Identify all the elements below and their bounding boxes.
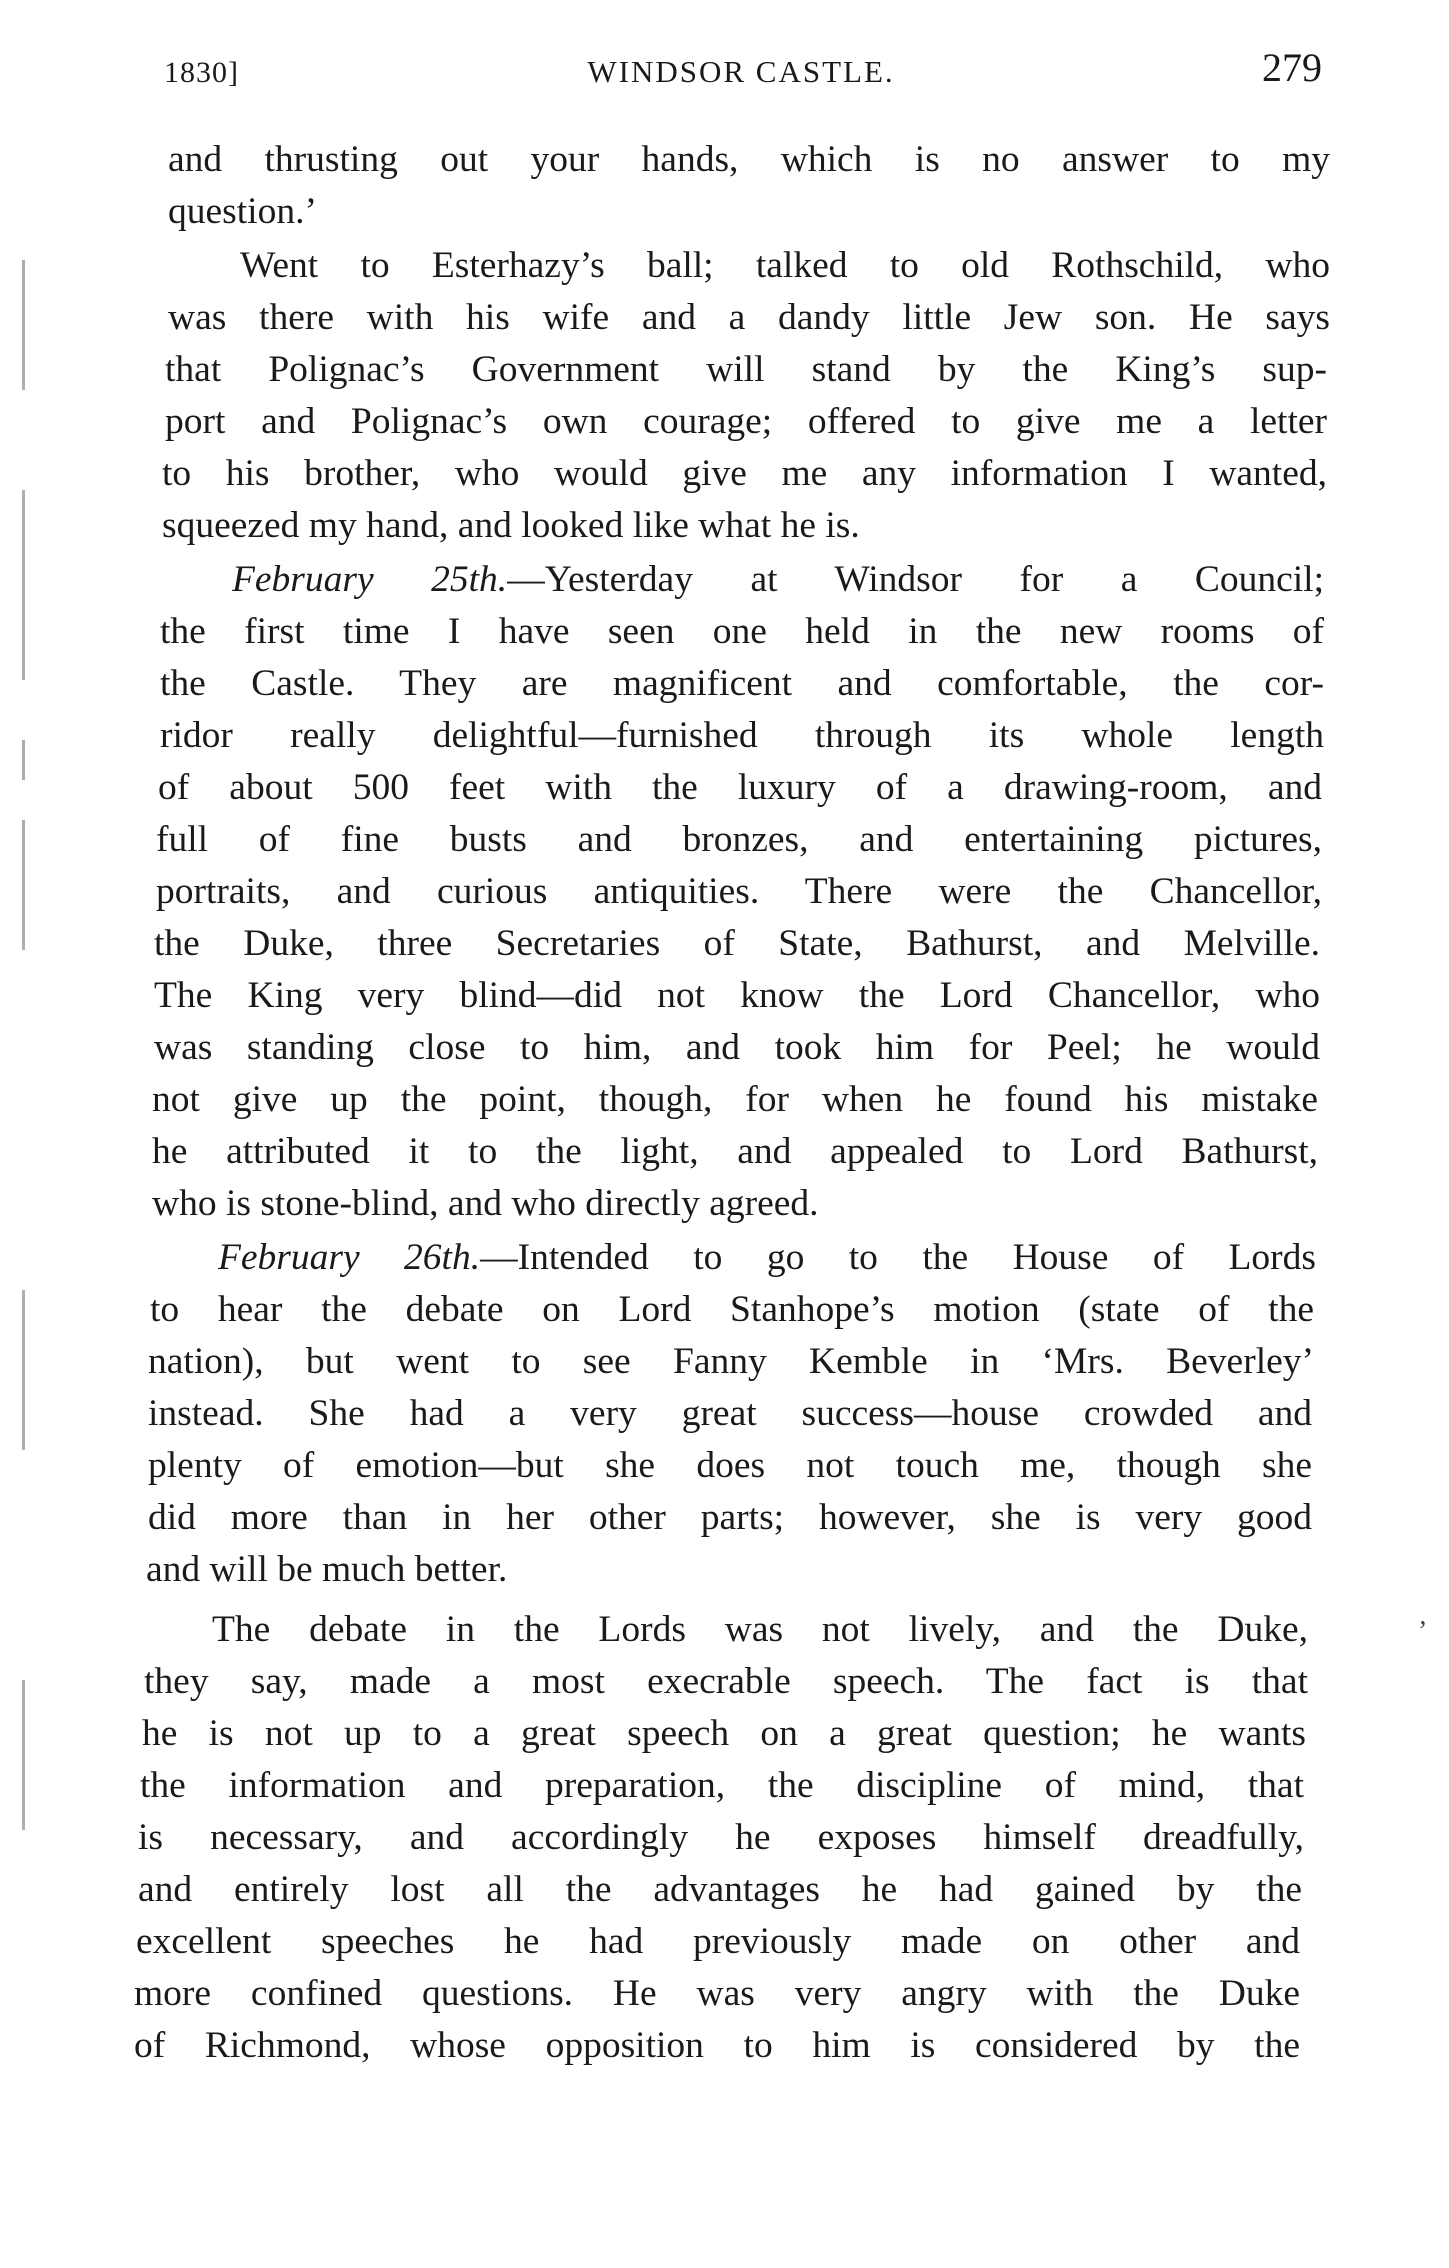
line-text: —Intended to go to the House of Lords [480,1237,1316,1278]
text-line [168,134,1330,186]
entry-date: February 25th. [232,559,508,600]
line-text: was standing close to him, and took him for Peel; he would [154,1027,1320,1068]
line-text: —Yesterday at Windsor for a Council; [507,559,1324,600]
line-text: plenty of emotion—but she does not touch me, though she [148,1445,1312,1486]
line-text: of Richmond, whose opposition to him is considered by the [134,2025,1300,2066]
line-text: the first time I have seen one held in the new rooms of [160,611,1324,652]
line-text: did more than in her other parts; however, she is very good [148,1497,1312,1538]
line-text: full of fine busts and bronzes, and entertaining pictures, [156,819,1322,860]
text-line [162,500,1327,552]
margin-scan-mark [22,1290,25,1450]
text-line [232,554,1324,606]
entry-date: February 26th. [218,1237,481,1278]
stray-ink-mark: ʼ [1418,1616,1428,1647]
line-text: he attributed it to the light, and appealed to Lord Bathurst, [152,1131,1318,1172]
line-text: the Duke, three Secretaries of State, Bathurst, and Melville. [154,923,1320,964]
text-line [158,762,1322,814]
text-line [152,1178,1318,1230]
running-head [160,44,1322,104]
line-text: they say, made a most execrable speech. The fact is that [144,1661,1308,1702]
text-line [148,1336,1314,1388]
text-line [160,710,1324,762]
line-text: to hear the debate on Lord Stanhope’s motion (state of the [150,1289,1314,1330]
text-line [168,292,1330,344]
margin-scan-mark [22,1680,25,1830]
text-line [160,606,1324,658]
text-line [162,448,1327,500]
text-line [140,1760,1304,1812]
line-text: portraits, and curious antiquities. There were the Chancellor, [156,871,1322,912]
text-line [152,1074,1318,1126]
line-text: ridor really delightful—furnished through its whole length [160,715,1324,756]
text-line [134,1968,1300,2020]
line-text: the information and preparation, the discipline of mind, that [140,1765,1304,1806]
line-text: The King very blind—did not know the Lord Chancellor, who [154,975,1320,1016]
running-head-year: 1830] [164,56,239,89]
line-text: squeezed my hand, and looked like what he is. [162,505,860,546]
text-line [148,1388,1312,1440]
line-text: excellent speeches he had previously made on other and [136,1921,1300,1962]
text-line [165,396,1327,448]
text-line [144,1656,1308,1708]
text-line [154,970,1320,1022]
line-text: to his brother, who would give me any information I wanted, [162,453,1327,494]
text-line [240,240,1330,292]
text-line [148,1492,1312,1544]
text-line [142,1708,1306,1760]
line-text: that Polignac’s Government will stand by the King’s sup- [165,349,1327,390]
margin-scan-mark [22,490,25,680]
text-line [138,1864,1302,1916]
line-text: who is stone-blind, and who directly agreed. [152,1183,819,1224]
text-line [154,1022,1320,1074]
running-head-title: WINDSOR CASTLE. [587,54,895,89]
line-text: and thrusting out your hands, which is no answer to my [168,139,1330,180]
text-line [136,1916,1300,1968]
line-text: and entirely lost all the advantages he had gained by the [138,1869,1302,1910]
text-line [154,918,1320,970]
text-line [146,1544,1310,1596]
margin-scan-mark [22,740,25,780]
text-line [160,658,1324,710]
line-text: question.’ [168,191,317,232]
page-number: 279 [1262,45,1322,90]
text-line [134,2020,1300,2072]
line-text: nation), but went to see Fanny Kemble in ‘Mrs. Beverley’ [148,1341,1314,1382]
line-text: of about 500 feet with the luxury of a drawing-room, and [158,767,1322,808]
text-line [152,1126,1318,1178]
text-line [165,344,1327,396]
line-text: not give up the point, though, for when he found his mistake [152,1079,1318,1120]
text-line [218,1232,1316,1284]
line-text: more confined questions. He was very angry with the Duke [134,1973,1300,2014]
text-line [138,1812,1304,1864]
line-text: The debate in the Lords was not lively, and the Duke, [212,1609,1308,1650]
line-text: port and Polignac’s own courage; offered to give me a letter [165,401,1327,442]
line-text: is necessary, and accordingly he exposes himself dreadfully, [138,1817,1304,1858]
line-text: the Castle. They are magnificent and comfortable, the cor- [160,663,1324,704]
line-text: instead. She had a very great success—house crowded and [148,1393,1312,1434]
line-text: and will be much better. [146,1549,508,1590]
text-line [156,866,1322,918]
text-line [148,1440,1312,1492]
margin-scan-mark [22,820,25,950]
text-line [156,814,1322,866]
margin-scan-mark [22,260,25,390]
line-text: he is not up to a great speech on a great question; he wants [142,1713,1306,1754]
line-text: Went to Esterhazy’s ball; talked to old Rothschild, who [240,245,1330,286]
text-line [168,186,1330,238]
text-line [150,1284,1314,1336]
text-line [212,1604,1308,1656]
line-text: was there with his wife and a dandy little Jew son. He says [168,297,1330,338]
